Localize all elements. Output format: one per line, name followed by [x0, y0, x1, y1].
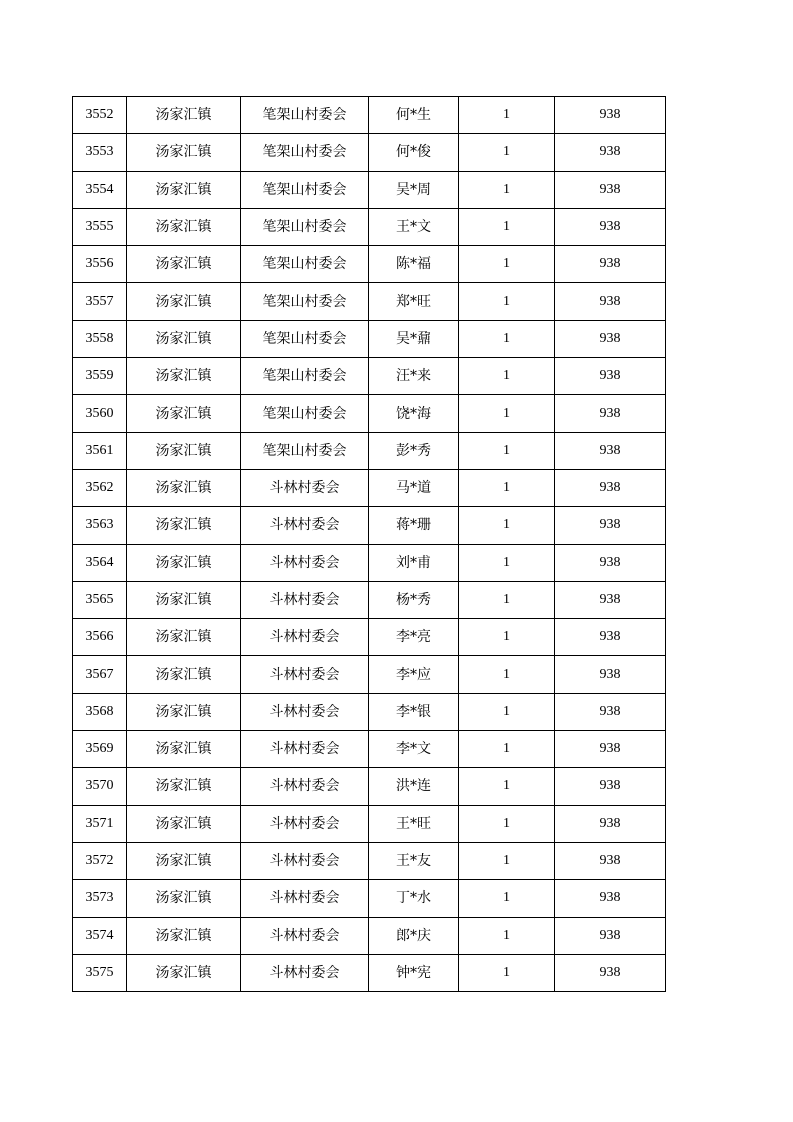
cell-amount: 938 — [555, 954, 666, 991]
table-row — [73, 917, 666, 954]
cell-count: 1 — [459, 246, 555, 283]
cell-count: 1 — [459, 432, 555, 469]
cell-serial-number: 3561 — [73, 432, 127, 469]
cell-serial-number: 3564 — [73, 544, 127, 581]
cell-amount: 938 — [555, 842, 666, 879]
cell-amount: 938 — [555, 134, 666, 171]
cell-person-name: 李*文 — [369, 731, 459, 768]
cell-town: 汤家汇镇 — [127, 581, 241, 618]
cell-person-name: 李*应 — [369, 656, 459, 693]
cell-amount: 938 — [555, 880, 666, 917]
cell-village-committee: 笔架山村委会 — [241, 395, 369, 432]
cell-serial-number: 3558 — [73, 320, 127, 357]
cell-village-committee: 斗林村委会 — [241, 469, 369, 506]
table-row — [73, 358, 666, 395]
table-row — [73, 581, 666, 618]
cell-village-committee: 笔架山村委会 — [241, 171, 369, 208]
cell-serial-number: 3572 — [73, 842, 127, 879]
cell-amount: 938 — [555, 432, 666, 469]
cell-serial-number: 3559 — [73, 358, 127, 395]
cell-village-committee: 斗林村委会 — [241, 842, 369, 879]
table-row — [73, 954, 666, 991]
cell-serial-number: 3570 — [73, 768, 127, 805]
cell-count: 1 — [459, 693, 555, 730]
cell-town: 汤家汇镇 — [127, 97, 241, 134]
cell-person-name: 何*俊 — [369, 134, 459, 171]
cell-serial-number: 3562 — [73, 469, 127, 506]
cell-town: 汤家汇镇 — [127, 507, 241, 544]
table-row — [73, 97, 666, 134]
cell-village-committee: 斗林村委会 — [241, 619, 369, 656]
cell-person-name: 陈*福 — [369, 246, 459, 283]
cell-serial-number: 3563 — [73, 507, 127, 544]
cell-town: 汤家汇镇 — [127, 842, 241, 879]
cell-village-committee: 斗林村委会 — [241, 544, 369, 581]
cell-village-committee: 笔架山村委会 — [241, 432, 369, 469]
cell-amount: 938 — [555, 693, 666, 730]
cell-village-committee: 笔架山村委会 — [241, 134, 369, 171]
cell-village-committee: 斗林村委会 — [241, 805, 369, 842]
cell-amount: 938 — [555, 171, 666, 208]
cell-serial-number: 3555 — [73, 208, 127, 245]
cell-person-name: 郑*旺 — [369, 283, 459, 320]
cell-amount: 938 — [555, 395, 666, 432]
cell-town: 汤家汇镇 — [127, 917, 241, 954]
cell-count: 1 — [459, 320, 555, 357]
cell-village-committee: 斗林村委会 — [241, 507, 369, 544]
cell-person-name: 刘*甫 — [369, 544, 459, 581]
table-row — [73, 469, 666, 506]
cell-town: 汤家汇镇 — [127, 768, 241, 805]
table-row — [73, 544, 666, 581]
cell-person-name: 吴*周 — [369, 171, 459, 208]
cell-town: 汤家汇镇 — [127, 656, 241, 693]
cell-count: 1 — [459, 358, 555, 395]
cell-serial-number: 3565 — [73, 581, 127, 618]
cell-count: 1 — [459, 619, 555, 656]
cell-town: 汤家汇镇 — [127, 395, 241, 432]
cell-amount: 938 — [555, 320, 666, 357]
cell-serial-number: 3556 — [73, 246, 127, 283]
cell-person-name: 汪*来 — [369, 358, 459, 395]
cell-serial-number: 3568 — [73, 693, 127, 730]
cell-count: 1 — [459, 469, 555, 506]
cell-person-name: 郎*庆 — [369, 917, 459, 954]
cell-village-committee: 斗林村委会 — [241, 917, 369, 954]
cell-village-committee: 斗林村委会 — [241, 880, 369, 917]
table-row — [73, 208, 666, 245]
cell-village-committee: 笔架山村委会 — [241, 246, 369, 283]
cell-person-name: 王*友 — [369, 842, 459, 879]
cell-count: 1 — [459, 97, 555, 134]
cell-village-committee: 斗林村委会 — [241, 768, 369, 805]
cell-person-name: 蒋*珊 — [369, 507, 459, 544]
cell-count: 1 — [459, 768, 555, 805]
cell-village-committee: 笔架山村委会 — [241, 97, 369, 134]
table-row — [73, 656, 666, 693]
cell-person-name: 何*生 — [369, 97, 459, 134]
cell-count: 1 — [459, 134, 555, 171]
cell-count: 1 — [459, 917, 555, 954]
table-row — [73, 805, 666, 842]
cell-person-name: 李*亮 — [369, 619, 459, 656]
table-row — [73, 283, 666, 320]
cell-person-name: 杨*秀 — [369, 581, 459, 618]
cell-serial-number: 3571 — [73, 805, 127, 842]
cell-amount: 938 — [555, 246, 666, 283]
cell-serial-number: 3554 — [73, 171, 127, 208]
cell-count: 1 — [459, 842, 555, 879]
cell-serial-number: 3552 — [73, 97, 127, 134]
table-row — [73, 731, 666, 768]
cell-person-name: 饶*海 — [369, 395, 459, 432]
cell-town: 汤家汇镇 — [127, 246, 241, 283]
cell-count: 1 — [459, 656, 555, 693]
cell-town: 汤家汇镇 — [127, 954, 241, 991]
cell-village-committee: 斗林村委会 — [241, 954, 369, 991]
cell-serial-number: 3575 — [73, 954, 127, 991]
cell-serial-number: 3560 — [73, 395, 127, 432]
cell-person-name: 彭*秀 — [369, 432, 459, 469]
cell-person-name: 马*道 — [369, 469, 459, 506]
cell-amount: 938 — [555, 358, 666, 395]
cell-town: 汤家汇镇 — [127, 283, 241, 320]
cell-village-committee: 斗林村委会 — [241, 656, 369, 693]
cell-amount: 938 — [555, 469, 666, 506]
cell-person-name: 钟*宪 — [369, 954, 459, 991]
cell-village-committee: 笔架山村委会 — [241, 358, 369, 395]
cell-count: 1 — [459, 208, 555, 245]
cell-town: 汤家汇镇 — [127, 320, 241, 357]
table-row — [73, 320, 666, 357]
cell-count: 1 — [459, 283, 555, 320]
cell-serial-number: 3574 — [73, 917, 127, 954]
cell-count: 1 — [459, 507, 555, 544]
cell-village-committee: 笔架山村委会 — [241, 208, 369, 245]
table-row — [73, 842, 666, 879]
cell-amount: 938 — [555, 656, 666, 693]
cell-town: 汤家汇镇 — [127, 134, 241, 171]
cell-person-name: 李*银 — [369, 693, 459, 730]
cell-town: 汤家汇镇 — [127, 432, 241, 469]
cell-count: 1 — [459, 954, 555, 991]
table-row — [73, 395, 666, 432]
cell-serial-number: 3557 — [73, 283, 127, 320]
cell-town: 汤家汇镇 — [127, 693, 241, 730]
cell-count: 1 — [459, 805, 555, 842]
table-row — [73, 619, 666, 656]
table-row — [73, 171, 666, 208]
table-row — [73, 507, 666, 544]
cell-amount: 938 — [555, 581, 666, 618]
cell-village-committee: 笔架山村委会 — [241, 283, 369, 320]
table-row — [73, 693, 666, 730]
table-row — [73, 880, 666, 917]
cell-person-name: 王*旺 — [369, 805, 459, 842]
data-table — [72, 96, 666, 992]
cell-person-name: 吴*鼐 — [369, 320, 459, 357]
cell-serial-number: 3566 — [73, 619, 127, 656]
cell-town: 汤家汇镇 — [127, 544, 241, 581]
cell-count: 1 — [459, 544, 555, 581]
cell-serial-number: 3553 — [73, 134, 127, 171]
cell-town: 汤家汇镇 — [127, 171, 241, 208]
cell-person-name: 丁*水 — [369, 880, 459, 917]
cell-count: 1 — [459, 581, 555, 618]
cell-person-name: 王*文 — [369, 208, 459, 245]
cell-town: 汤家汇镇 — [127, 358, 241, 395]
cell-serial-number: 3569 — [73, 731, 127, 768]
cell-person-name: 洪*连 — [369, 768, 459, 805]
cell-amount: 938 — [555, 544, 666, 581]
cell-amount: 938 — [555, 619, 666, 656]
cell-count: 1 — [459, 171, 555, 208]
cell-count: 1 — [459, 880, 555, 917]
cell-town: 汤家汇镇 — [127, 469, 241, 506]
table-row — [73, 134, 666, 171]
table-row — [73, 768, 666, 805]
cell-amount: 938 — [555, 283, 666, 320]
cell-amount: 938 — [555, 507, 666, 544]
cell-count: 1 — [459, 395, 555, 432]
cell-amount: 938 — [555, 805, 666, 842]
cell-town: 汤家汇镇 — [127, 619, 241, 656]
cell-village-committee: 斗林村委会 — [241, 693, 369, 730]
cell-town: 汤家汇镇 — [127, 805, 241, 842]
cell-amount: 938 — [555, 768, 666, 805]
cell-village-committee: 笔架山村委会 — [241, 320, 369, 357]
cell-amount: 938 — [555, 917, 666, 954]
cell-town: 汤家汇镇 — [127, 208, 241, 245]
cell-village-committee: 斗林村委会 — [241, 731, 369, 768]
cell-town: 汤家汇镇 — [127, 731, 241, 768]
cell-village-committee: 斗林村委会 — [241, 581, 369, 618]
cell-serial-number: 3573 — [73, 880, 127, 917]
cell-amount: 938 — [555, 97, 666, 134]
table-row — [73, 432, 666, 469]
table-row — [73, 246, 666, 283]
cell-count: 1 — [459, 731, 555, 768]
cell-amount: 938 — [555, 731, 666, 768]
cell-serial-number: 3567 — [73, 656, 127, 693]
table-body — [73, 97, 666, 992]
cell-amount: 938 — [555, 208, 666, 245]
cell-town: 汤家汇镇 — [127, 880, 241, 917]
